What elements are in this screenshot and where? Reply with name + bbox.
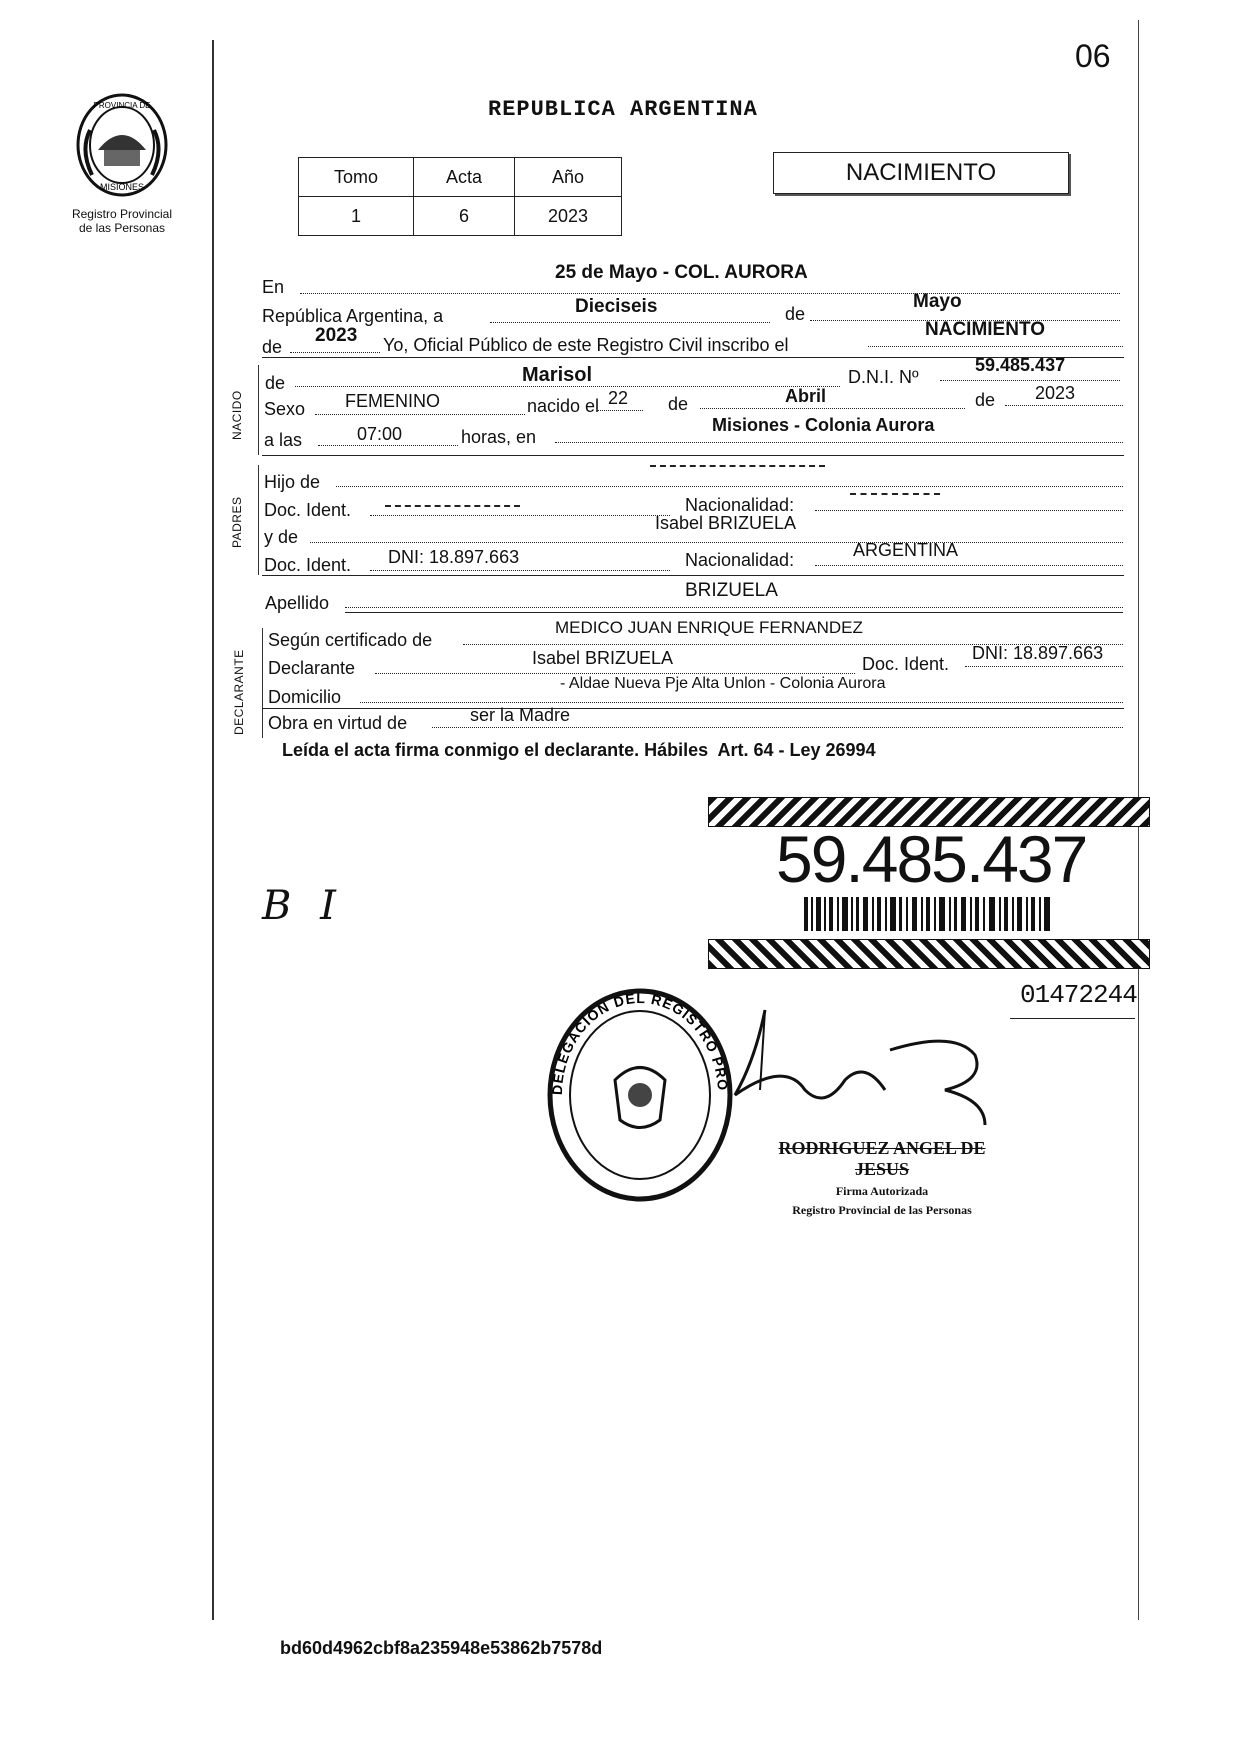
- label-hijo-de: Hijo de: [264, 472, 321, 492]
- act-type-box: [773, 152, 1069, 194]
- header-title: REPUBLICA ARGENTINA: [488, 97, 758, 122]
- father-doc-struck: [385, 505, 520, 507]
- value-mother-doc: DNI: 18.897.663: [388, 547, 520, 567]
- value-tomo: 1: [299, 197, 414, 236]
- label-doc-ident-mother: Doc. Ident.: [264, 555, 352, 575]
- value-act-inscribed: NACIMIENTO: [925, 319, 1045, 340]
- logo-top-text: PROVINCIA DE: [93, 101, 151, 110]
- line-act: [868, 346, 1123, 347]
- line-birth-day: [598, 410, 643, 411]
- record-table: [298, 157, 622, 236]
- signatory-role: Firma Autorizada: [835, 1184, 929, 1198]
- rule-4: [345, 612, 1123, 613]
- handwritten-initials: B I: [262, 883, 344, 929]
- value-birth-time: 07:00: [357, 424, 403, 444]
- act-type: NACIMIENTO: [845, 159, 997, 186]
- value-day-words: Dieciseis: [575, 296, 658, 317]
- line-declarant: [375, 673, 855, 674]
- line-father: [336, 486, 1123, 487]
- signatory-block: [752, 1138, 1012, 1218]
- side-label-padres: PADRES: [230, 496, 244, 548]
- label-doc-ident-father: Doc. Ident.: [264, 500, 352, 520]
- value-certificate-by: MEDICO JUAN ENRIQUE FERNANDEZ: [555, 618, 863, 637]
- official-seal-icon: [540, 985, 740, 1205]
- father-nat-struck: [850, 493, 940, 495]
- label-domicilio: Domicilio: [268, 687, 342, 707]
- dni-stamp: [708, 797, 1148, 967]
- value-birth-month: Abril: [785, 386, 827, 406]
- label-dni: D.N.I. Nº: [848, 367, 919, 387]
- value-declarant-doc: DNI: 18.897.663: [972, 643, 1104, 663]
- registry-name-line2: de las Personas: [78, 221, 166, 235]
- value-ano: 2023: [515, 197, 622, 236]
- line-sex: [315, 414, 525, 415]
- label-republica: República Argentina, a: [262, 306, 444, 326]
- value-domicile: - Aldae Nueva Pje Alta Unlon - Colonia Aurora: [560, 675, 886, 692]
- value-place: 25 de Mayo - COL. AURORA: [555, 262, 808, 283]
- signature-icon: [725, 1000, 1005, 1140]
- nacido-bar: [258, 365, 259, 455]
- label-sexo: Sexo: [264, 399, 306, 419]
- side-label-declarante: DECLARANTE: [232, 649, 246, 735]
- line-mother-nat: [815, 565, 1123, 566]
- header-acta: Acta: [414, 158, 515, 197]
- label-doc-ident-declarant: Doc. Ident.: [862, 654, 950, 674]
- barcode-icon: [804, 897, 1054, 931]
- label-nacionalidad-father: Nacionalidad:: [685, 495, 795, 515]
- label-segun-certificado: Según certificado de: [268, 630, 433, 650]
- value-acta: 6: [414, 197, 515, 236]
- value-sex: FEMENINO: [345, 391, 441, 411]
- line-birth-year: [1005, 405, 1123, 406]
- signatory-name: RODRIGUEZ ANGEL DE JESUS: [778, 1138, 986, 1179]
- line-declarant-doc: [965, 666, 1123, 667]
- label-de-year: de: [262, 337, 283, 357]
- side-label-nacido: NACIDO: [230, 390, 244, 440]
- label-yo: Yo, Oficial Público de este Registro Civil inscribo el: [383, 335, 789, 355]
- padres-bar: [258, 465, 259, 575]
- serial-number: 01472244: [1020, 980, 1137, 1010]
- pattern-band-bottom: [708, 939, 1150, 969]
- registry-name: [52, 207, 192, 235]
- label-horas-en: horas, en: [461, 427, 537, 447]
- seal-text: DELEGACION DEL REGISTRO PRO: [548, 989, 732, 1096]
- dni-stamp-number: 59.485.437: [776, 822, 1087, 896]
- rule-3: [262, 575, 1124, 576]
- signatory-office: Registro Provincial de las Personas: [792, 1203, 972, 1217]
- label-declarante: Declarante: [268, 658, 356, 678]
- line-mother-doc: [370, 570, 670, 571]
- declarante-bar: [262, 628, 263, 738]
- value-name: Marisol: [522, 364, 593, 386]
- label-y-de: y de: [264, 527, 299, 547]
- line-day: [490, 322, 770, 323]
- left-margin-line: [212, 40, 214, 1620]
- label-de-birth-month: de: [668, 394, 689, 414]
- value-year: 2023: [315, 325, 358, 346]
- line-year: [290, 352, 380, 353]
- value-birth-day: 22: [608, 388, 629, 408]
- label-a-las: a las: [264, 430, 303, 450]
- line-father-doc: [370, 515, 670, 516]
- value-birth-year: 2023: [1035, 383, 1076, 403]
- label-de-name: de: [265, 373, 286, 393]
- svg-text:DELEGACION DEL REGISTRO PROVIN: [540, 985, 731, 1095]
- label-obra-en-virtud: Obra en virtud de: [268, 713, 408, 733]
- line-dni: [940, 380, 1120, 381]
- rule-2: [262, 455, 1124, 456]
- line-acting-as: [432, 727, 1123, 728]
- header-ano: Año: [515, 158, 622, 197]
- value-month: Mayo: [913, 291, 962, 312]
- line-domicile: [360, 702, 1123, 703]
- line-en: [300, 293, 1120, 294]
- page-number: 06: [1075, 38, 1111, 74]
- value-dni: 59.485.437: [975, 355, 1066, 375]
- label-nacionalidad-mother: Nacionalidad:: [685, 550, 795, 570]
- serial-underline: [1010, 1018, 1135, 1019]
- label-nacido-el: nacido el: [527, 396, 600, 416]
- father-struck-through: [650, 465, 825, 467]
- value-birth-place: Misiones - Colonia Aurora: [712, 415, 935, 435]
- line-surname: [345, 607, 1123, 608]
- label-apellido: Apellido: [265, 593, 330, 613]
- value-mother-name: Isabel BRIZUELA: [655, 513, 797, 533]
- value-declarant: Isabel BRIZUELA: [532, 648, 674, 668]
- label-de-birth-year: de: [975, 390, 996, 410]
- document-hash: bd60d4962cbf8a235948e53862b7578d: [280, 1638, 603, 1658]
- coat-of-arms-icon: [70, 90, 174, 200]
- provincial-logo: [70, 90, 174, 200]
- line-mother: [310, 542, 1123, 543]
- line-birth-month: [700, 408, 965, 409]
- value-acting-as: ser la Madre: [470, 705, 571, 725]
- closing-text: Leída el acta firma conmigo el declarante. Hábiles Art. 64 - Ley 26994: [282, 740, 876, 760]
- value-surname: BRIZUELA: [685, 580, 778, 601]
- line-birth-place: [555, 442, 1123, 443]
- label-de-month: de: [785, 304, 806, 324]
- line-time: [318, 445, 458, 446]
- header-tomo: Tomo: [299, 158, 414, 197]
- label-en: En: [262, 277, 285, 297]
- line-father-nat: [815, 510, 1123, 511]
- registry-name-line1: Registro Provincial: [71, 207, 173, 221]
- logo-bottom-text: MISIONES: [99, 182, 145, 192]
- value-mother-nationality: ARGENTINA: [853, 540, 959, 560]
- official-seal: [540, 985, 740, 1205]
- rule-5: [262, 708, 1124, 709]
